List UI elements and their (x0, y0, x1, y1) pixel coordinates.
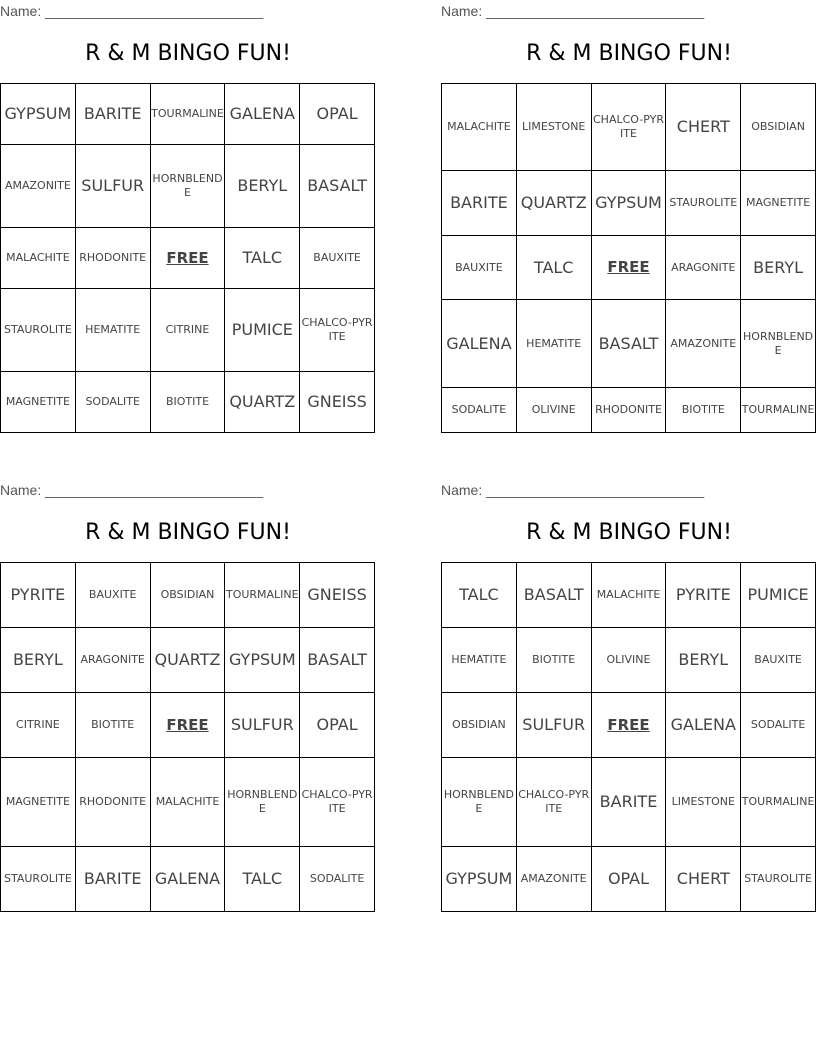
bingo-cell[interactable]: BASALT (516, 563, 591, 628)
bingo-row (442, 628, 816, 693)
bingo-cell[interactable]: QUARTZ (150, 628, 225, 693)
bingo-cell[interactable]: TOURMALINE (150, 84, 225, 145)
bingo-cell[interactable]: OPAL (300, 693, 375, 758)
bingo-cell[interactable]: STAUROLITE (741, 846, 816, 911)
bingo-cell[interactable]: BASALT (591, 300, 666, 387)
bingo-cell[interactable]: OBSIDIAN (442, 693, 517, 758)
bingo-cell[interactable]: BERYL (1, 628, 76, 693)
bingo-cell[interactable]: CHERT (666, 846, 741, 911)
bingo-cell[interactable]: OPAL (300, 84, 375, 145)
bingo-row (442, 563, 816, 628)
bingo-cell[interactable]: BARITE (591, 758, 666, 846)
bingo-cell[interactable]: CHALCO-PYRITE (300, 758, 375, 846)
bingo-cell[interactable]: MAGNETITE (741, 171, 816, 235)
card-title: R & M BINGO FUN! (85, 520, 291, 545)
bingo-cell[interactable]: ARAGONITE (75, 628, 150, 693)
bingo-cell[interactable]: RHODONITE (75, 758, 150, 846)
bingo-cell[interactable]: TALC (516, 235, 591, 299)
card-title: R & M BINGO FUN! (85, 41, 291, 66)
bingo-cell[interactable]: GNEISS (300, 563, 375, 628)
bingo-cell[interactable]: PYRITE (666, 563, 741, 628)
bingo-cell[interactable]: MAGNETITE (1, 758, 76, 846)
bingo-cell[interactable]: PUMICE (225, 289, 300, 372)
card-title: R & M BINGO FUN! (526, 41, 732, 66)
bingo-cell[interactable]: HORNBLENDE (150, 145, 225, 228)
bingo-cell[interactable]: BARITE (75, 84, 150, 145)
bingo-row (442, 84, 816, 171)
bingo-grid (441, 83, 816, 433)
bingo-cell[interactable]: STAUROLITE (1, 846, 76, 911)
bingo-cell[interactable]: TALC (442, 563, 517, 628)
bingo-cell[interactable]: BARITE (442, 171, 517, 235)
bingo-cell[interactable]: BIOTITE (516, 628, 591, 693)
bingo-cell[interactable]: OPAL (591, 846, 666, 911)
bingo-cell[interactable]: SODALITE (741, 693, 816, 758)
bingo-cell[interactable]: CITRINE (150, 289, 225, 372)
bingo-cell[interactable]: SULFUR (516, 693, 591, 758)
bingo-cell[interactable]: BARITE (75, 846, 150, 911)
bingo-cell[interactable]: BASALT (300, 628, 375, 693)
bingo-cell[interactable]: TALC (225, 227, 300, 288)
bingo-row (1, 84, 375, 145)
bingo-row (1, 289, 375, 372)
bingo-cell[interactable]: BERYL (225, 145, 300, 228)
bingo-cell[interactable]: BASALT (300, 145, 375, 228)
bingo-row (442, 171, 816, 235)
bingo-cell[interactable]: CITRINE (1, 693, 76, 758)
bingo-cell[interactable]: BAUXITE (300, 227, 375, 288)
free-space[interactable]: FREE (150, 227, 225, 288)
bingo-cell[interactable]: CHALCO-PYRITE (300, 289, 375, 372)
bingo-cell[interactable]: GNEISS (300, 371, 375, 432)
bingo-row (1, 846, 375, 911)
bingo-row (1, 628, 375, 693)
bingo-cell[interactable]: SODALITE (442, 387, 517, 432)
bingo-cell[interactable]: BAUXITE (75, 563, 150, 628)
bingo-cell[interactable]: BIOTITE (150, 371, 225, 432)
bingo-cell[interactable]: SODALITE (75, 371, 150, 432)
bingo-cell[interactable]: HORNBLENDE (442, 758, 517, 846)
bingo-cell[interactable]: AMAZONITE (516, 846, 591, 911)
bingo-cell[interactable]: QUARTZ (516, 171, 591, 235)
bingo-cell[interactable]: STAUROLITE (666, 171, 741, 235)
bingo-cell[interactable]: TOURMALINE (225, 563, 300, 628)
bingo-cell[interactable]: HORNBLENDE (225, 758, 300, 846)
bingo-row (442, 300, 816, 387)
bingo-cell[interactable]: TOURMALINE (741, 758, 816, 846)
bingo-cell[interactable]: GYPSUM (225, 628, 300, 693)
free-space[interactable]: FREE (591, 235, 666, 299)
bingo-cell[interactable]: AMAZONITE (1, 145, 76, 228)
bingo-cell[interactable]: OLIVINE (516, 387, 591, 432)
bingo-cell[interactable]: PUMICE (741, 563, 816, 628)
free-space[interactable]: FREE (150, 693, 225, 758)
bingo-cell[interactable]: LIMESTONE (516, 84, 591, 171)
bingo-cell[interactable]: GALENA (442, 300, 517, 387)
bingo-row (1, 227, 375, 288)
name-field[interactable]: Name: ____________________________ (0, 3, 264, 19)
bingo-cell[interactable]: BERYL (666, 628, 741, 693)
bingo-row (1, 758, 375, 846)
bingo-cell[interactable]: BIOTITE (75, 693, 150, 758)
bingo-grid (0, 562, 375, 912)
bingo-row (1, 371, 375, 432)
bingo-cell[interactable]: RHODONITE (75, 227, 150, 288)
bingo-cell[interactable]: CHERT (666, 84, 741, 171)
free-space[interactable]: FREE (591, 693, 666, 758)
bingo-cell[interactable]: GYPSUM (1, 84, 76, 145)
bingo-cell[interactable]: TOURMALINE (741, 387, 816, 432)
bingo-cell[interactable]: OBSIDIAN (150, 563, 225, 628)
bingo-cell[interactable]: PYRITE (1, 563, 76, 628)
bingo-row (1, 563, 375, 628)
bingo-cell[interactable]: OLIVINE (591, 628, 666, 693)
bingo-cell[interactable]: GALENA (666, 693, 741, 758)
bingo-cell[interactable]: QUARTZ (225, 371, 300, 432)
bingo-cell[interactable]: HORNBLENDE (741, 300, 816, 387)
bingo-cell[interactable]: GYPSUM (442, 846, 517, 911)
bingo-cell[interactable]: MAGNETITE (1, 371, 76, 432)
bingo-cell[interactable]: SODALITE (300, 846, 375, 911)
bingo-cell[interactable]: SULFUR (75, 145, 150, 228)
bingo-row (442, 235, 816, 299)
bingo-cell[interactable]: BIOTITE (666, 387, 741, 432)
bingo-cell[interactable]: HEMATITE (516, 300, 591, 387)
bingo-row (442, 693, 816, 758)
bingo-cell[interactable]: BAUXITE (442, 235, 517, 299)
bingo-cell[interactable]: OBSIDIAN (741, 84, 816, 171)
bingo-row (1, 693, 375, 758)
bingo-cell[interactable]: HEMATITE (442, 628, 517, 693)
bingo-cell[interactable]: MALACHITE (442, 84, 517, 171)
bingo-cell[interactable]: SULFUR (225, 693, 300, 758)
bingo-cell[interactable]: RHODONITE (591, 387, 666, 432)
bingo-row (442, 846, 816, 911)
name-field[interactable]: Name: ____________________________ (441, 3, 705, 19)
bingo-cell[interactable]: CHALCO-PYRITE (516, 758, 591, 846)
bingo-cell[interactable]: STAUROLITE (1, 289, 76, 372)
bingo-row (442, 758, 816, 846)
name-field[interactable]: Name: ____________________________ (441, 482, 705, 498)
bingo-cell[interactable]: MALACHITE (591, 563, 666, 628)
bingo-cell[interactable]: MALACHITE (1, 227, 76, 288)
card-title: R & M BINGO FUN! (526, 520, 732, 545)
bingo-cell[interactable]: TALC (225, 846, 300, 911)
bingo-cell[interactable]: CHALCO-PYRITE (591, 84, 666, 171)
bingo-cell[interactable]: MALACHITE (150, 758, 225, 846)
bingo-cell[interactable]: HEMATITE (75, 289, 150, 372)
bingo-cell[interactable]: GALENA (225, 84, 300, 145)
bingo-row (442, 387, 816, 432)
bingo-cell[interactable]: GALENA (150, 846, 225, 911)
bingo-grid (441, 562, 816, 912)
bingo-grid (0, 83, 375, 433)
bingo-cell[interactable]: AMAZONITE (666, 300, 741, 387)
bingo-cell[interactable]: BERYL (741, 235, 816, 299)
bingo-cell[interactable]: LIMESTONE (666, 758, 741, 846)
bingo-cell[interactable]: GYPSUM (591, 171, 666, 235)
bingo-row (1, 145, 375, 228)
name-field[interactable]: Name: ____________________________ (0, 482, 264, 498)
bingo-cell[interactable]: BAUXITE (741, 628, 816, 693)
bingo-cell[interactable]: ARAGONITE (666, 235, 741, 299)
